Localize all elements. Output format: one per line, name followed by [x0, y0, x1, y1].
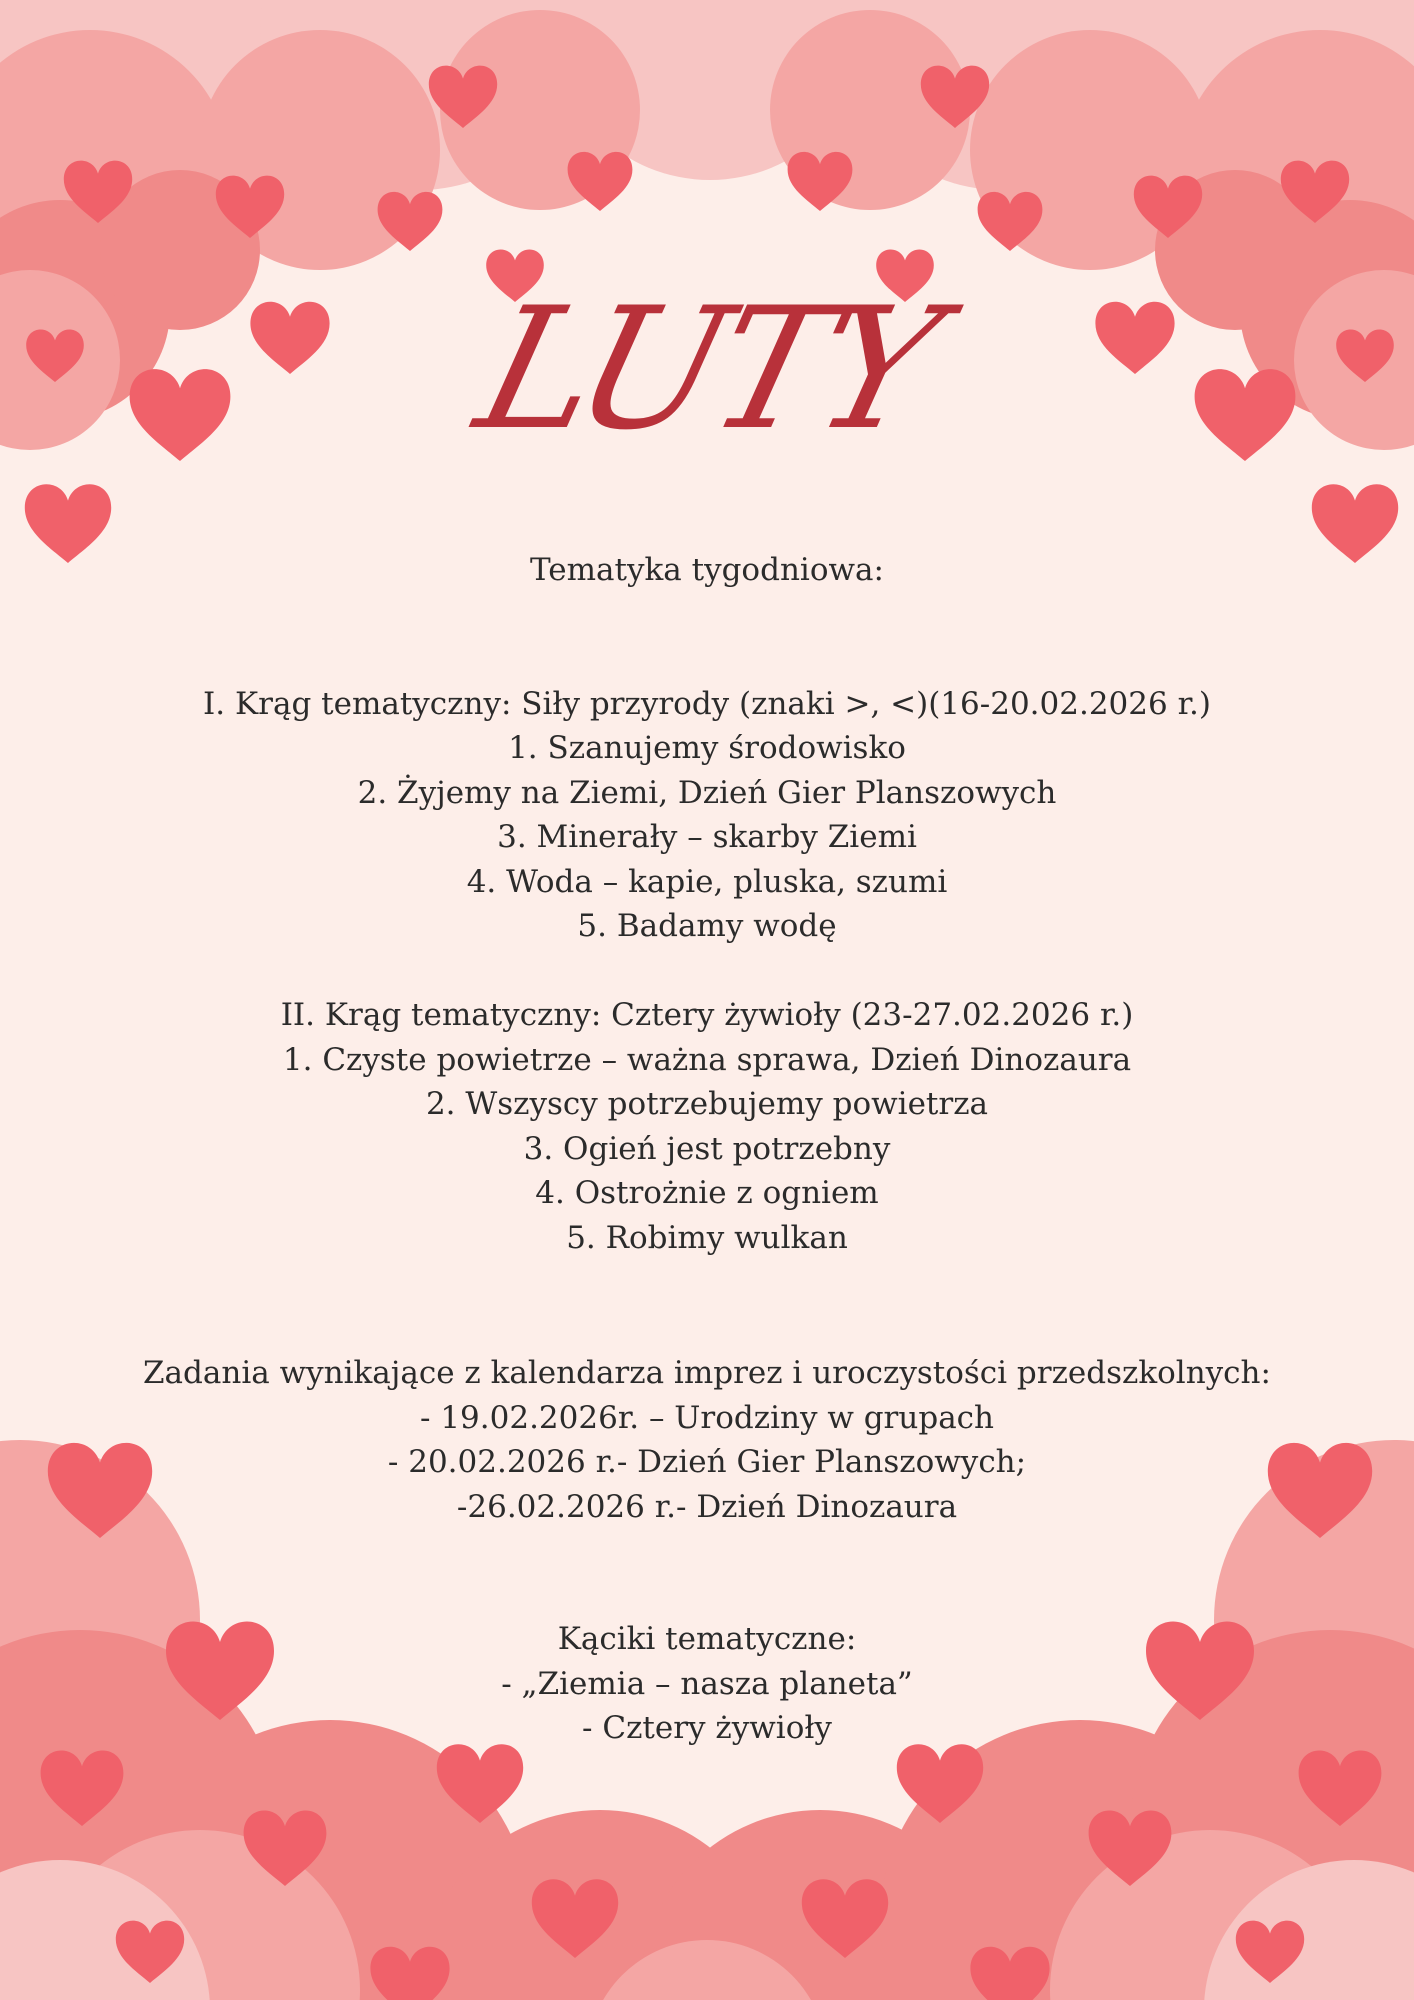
list-item: 3. Minerały – skarby Ziemi [497, 819, 917, 855]
list-item: 1. Czyste powietrze – ważna sprawa, Dzień Dinozaura [282, 1041, 1132, 1078]
list-item: 4. Woda – kapie, pluska, szumi [466, 863, 948, 900]
list-item: 3. Ogień jest potrzebny [523, 1130, 891, 1167]
list-item: - 19.02.2026r. – Urodziny w grupach [420, 1399, 994, 1436]
list-item: 1. Szanujemy środowisko [508, 730, 906, 766]
list-item: 2. Wszyscy potrzebujemy powietrza [425, 1086, 989, 1122]
page-title: LUTY [461, 271, 953, 467]
list-item: -26.02.2026 r.- Dzień Dinozaura [456, 1488, 958, 1525]
block2-heading: II. Krąg tematyczny: Cztery żywioły (23-27.02.2026 r.) [280, 997, 1134, 1033]
list-item: 5. Robimy wulkan [566, 1219, 848, 1256]
block1-heading: I. Krąg tematyczny: Siły przyrody (znaki >, <)(16-20.02.2026 r.) [203, 685, 1211, 722]
list-item: 4. Ostrożnie z ogniem [535, 1175, 879, 1211]
content [0, 548, 1414, 1751]
weekly-heading: Tematyka tygodniowa: [530, 552, 884, 588]
list-item: 5. Badamy wodę [577, 908, 837, 944]
tasks-heading: Zadania wynikające z kalendarza imprez i uroczystości przedszkolnych: [143, 1355, 1271, 1391]
list-item: - Cztery żywioły [582, 1710, 832, 1746]
corners-heading: Kąciki tematyczne: [557, 1621, 857, 1657]
list-item: - 20.02.2026 r.- Dzień Gier Planszowych; [387, 1444, 1027, 1480]
list-item: 2. Żyjemy na Ziemi, Dzień Gier Planszowych [357, 774, 1057, 811]
list-item: - „Ziemia – nasza planeta” [501, 1665, 913, 1702]
